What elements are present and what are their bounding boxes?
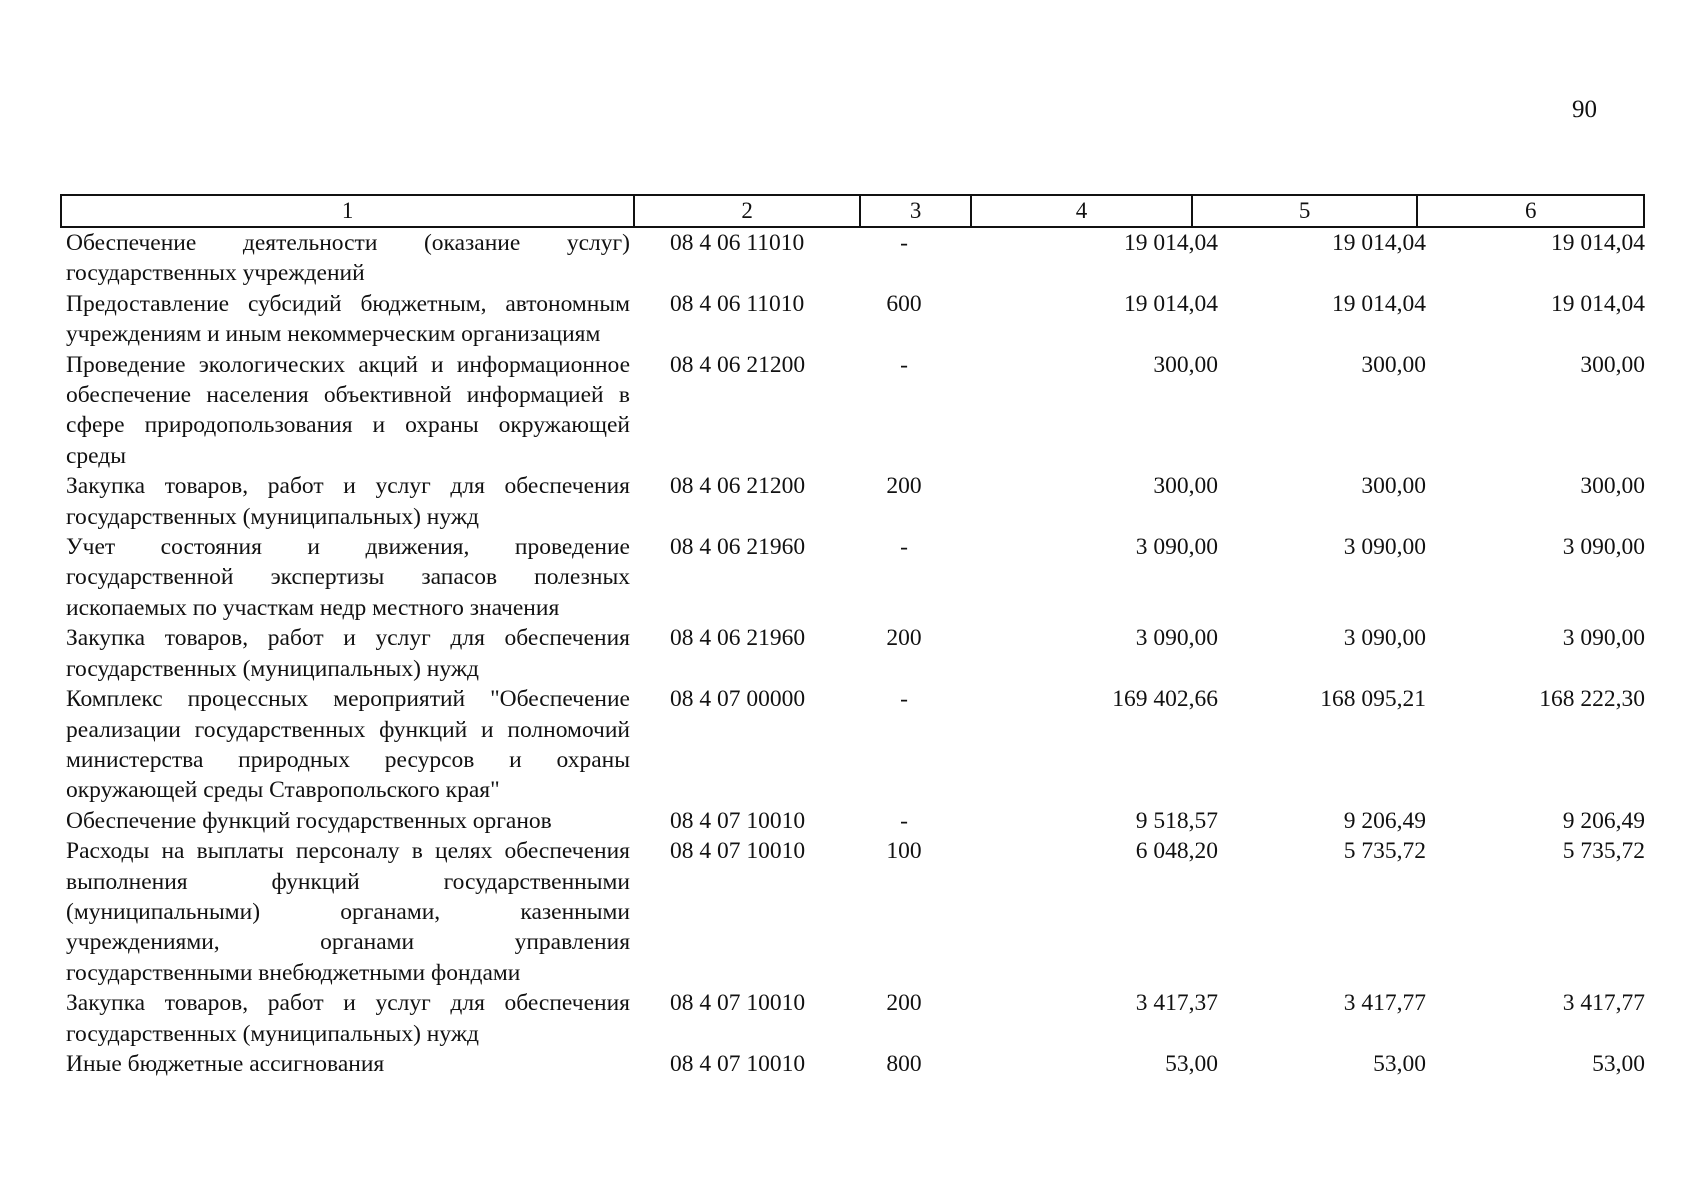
row-name: Обеспечение функций государственных органов: [66, 807, 552, 834]
header-col-4: 4: [970, 196, 1191, 226]
row-name: Закупка товаров, работ и услуг для обеспечения государственных (муниципальных) нужд: [66, 990, 630, 1047]
row-expense-kind: 200: [886, 473, 922, 500]
row-value-col4: 19 014,04: [1124, 290, 1218, 317]
row-value-col6: 3 417,77: [1562, 990, 1645, 1017]
row-code: 08 4 06 21960: [670, 534, 806, 561]
page-number: 90: [1572, 96, 1597, 123]
row-code: 08 4 06 21960: [670, 625, 806, 652]
row-code: 08 4 07 00000: [670, 686, 806, 713]
row-value-col4: 19 014,04: [1124, 230, 1218, 256]
row-value-col6: 300,00: [1580, 473, 1645, 500]
row-value-col5: 9 206,49: [1343, 807, 1426, 834]
header-col-2: 2: [633, 196, 859, 226]
row-code: 08 4 06 11010: [670, 290, 805, 317]
row-code: 08 4 06 21200: [670, 351, 806, 378]
table-header: [60, 194, 1645, 228]
row-value-col4: 9 518,57: [1135, 807, 1218, 834]
row-value-col5: 19 014,04: [1332, 290, 1426, 317]
row-value-col5: 300,00: [1361, 473, 1426, 500]
row-value-col6: 53,00: [1592, 1050, 1645, 1077]
table-row: [60, 806, 1645, 836]
row-expense-kind: 200: [886, 990, 922, 1017]
row-value-col5: 5 735,72: [1343, 838, 1426, 865]
row-expense-kind: -: [900, 534, 908, 561]
row-expense-kind: -: [900, 230, 908, 256]
table-row: [60, 684, 1645, 806]
header-col-5: 5: [1191, 196, 1417, 226]
row-name: Комплекс процессных мероприятий "Обеспечение реализации государственных функций и полномочий министерства природных ресурсов и охраны окружающей среды Ставропольского края": [66, 686, 630, 804]
row-value-col6: 5 735,72: [1562, 838, 1645, 865]
row-name: Иные бюджетные ассигнования: [66, 1050, 385, 1077]
row-code: 08 4 06 11010: [670, 230, 805, 256]
row-expense-kind: 800: [886, 1050, 922, 1077]
row-value-col4: 169 402,66: [1112, 686, 1218, 713]
header-col-1: 1: [341, 198, 354, 223]
table-row: [60, 350, 1645, 472]
row-value-col4: 300,00: [1153, 473, 1218, 500]
row-expense-kind: 100: [886, 838, 922, 865]
row-code: 08 4 07 10010: [670, 1050, 806, 1077]
row-value-col4: 3 417,37: [1135, 990, 1218, 1017]
row-value-col6: 168 222,30: [1539, 686, 1645, 713]
table-row: [60, 228, 1645, 289]
row-value-col6: 9 206,49: [1562, 807, 1645, 834]
table-row: [60, 532, 1645, 623]
row-value-col4: 300,00: [1153, 351, 1218, 378]
row-name: Предоставление субсидий бюджетным, автономным учреждениям и иным некоммерческим организациям: [66, 290, 630, 348]
row-value-col5: 53,00: [1373, 1050, 1426, 1077]
row-expense-kind: -: [900, 807, 908, 834]
row-value-col5: 3 090,00: [1343, 625, 1426, 652]
table-row: [60, 988, 1645, 1049]
row-value-col6: 19 014,04: [1551, 290, 1645, 317]
row-value-col5: 3 090,00: [1343, 534, 1426, 561]
row-expense-kind: 200: [886, 625, 922, 652]
row-name: Обеспечение деятельности (оказание услуг) государственных учреждений: [66, 230, 630, 287]
row-value-col5: 300,00: [1361, 351, 1426, 378]
row-value-col4: 3 090,00: [1135, 534, 1218, 561]
row-value-col4: 53,00: [1165, 1050, 1218, 1077]
table-row: [60, 623, 1645, 684]
row-value-col5: 168 095,21: [1320, 686, 1426, 713]
table-row: [60, 1049, 1645, 1079]
budget-table: [60, 194, 1645, 1079]
row-name: Расходы на выплаты персоналу в целях обеспечения выполнения функций государственными (муниципальными) органами, казенными учреждениями, органами управления государственными внебюджетными фондами: [66, 838, 630, 986]
row-expense-kind: -: [900, 686, 908, 713]
table-body: [60, 228, 1645, 1079]
row-code: 08 4 07 10010: [670, 838, 806, 865]
row-name: Проведение экологических акций и информационное обеспечение населения объективной информацией в сфере природопользования и охраны окружающей среды: [66, 351, 630, 469]
header-col-3: 3: [859, 196, 970, 226]
row-value-col6: 300,00: [1580, 351, 1645, 378]
row-code: 08 4 07 10010: [670, 807, 806, 834]
row-value-col6: 3 090,00: [1562, 534, 1645, 561]
row-value-col5: 19 014,04: [1332, 230, 1426, 256]
row-name: Закупка товаров, работ и услуг для обеспечения государственных (муниципальных) нужд: [66, 473, 630, 530]
row-expense-kind: 600: [886, 290, 922, 317]
row-expense-kind: -: [900, 351, 908, 378]
row-code: 08 4 06 21200: [670, 473, 806, 500]
table-row: [60, 471, 1645, 532]
row-value-col4: 3 090,00: [1135, 625, 1218, 652]
row-name: Учет состояния и движения, проведение государственной экспертизы запасов полезных ископаемых по участкам недр местного значения: [66, 534, 630, 621]
row-name: Закупка товаров, работ и услуг для обеспечения государственных (муниципальных) нужд: [66, 625, 630, 682]
row-value-col5: 3 417,77: [1343, 990, 1426, 1017]
row-value-col6: 19 014,04: [1551, 230, 1645, 256]
row-value-col6: 3 090,00: [1562, 625, 1645, 652]
table-row: [60, 836, 1645, 988]
header-col-6: 6: [1416, 196, 1643, 226]
row-code: 08 4 07 10010: [670, 990, 806, 1017]
table-row: [60, 289, 1645, 350]
row-value-col4: 6 048,20: [1135, 838, 1218, 865]
